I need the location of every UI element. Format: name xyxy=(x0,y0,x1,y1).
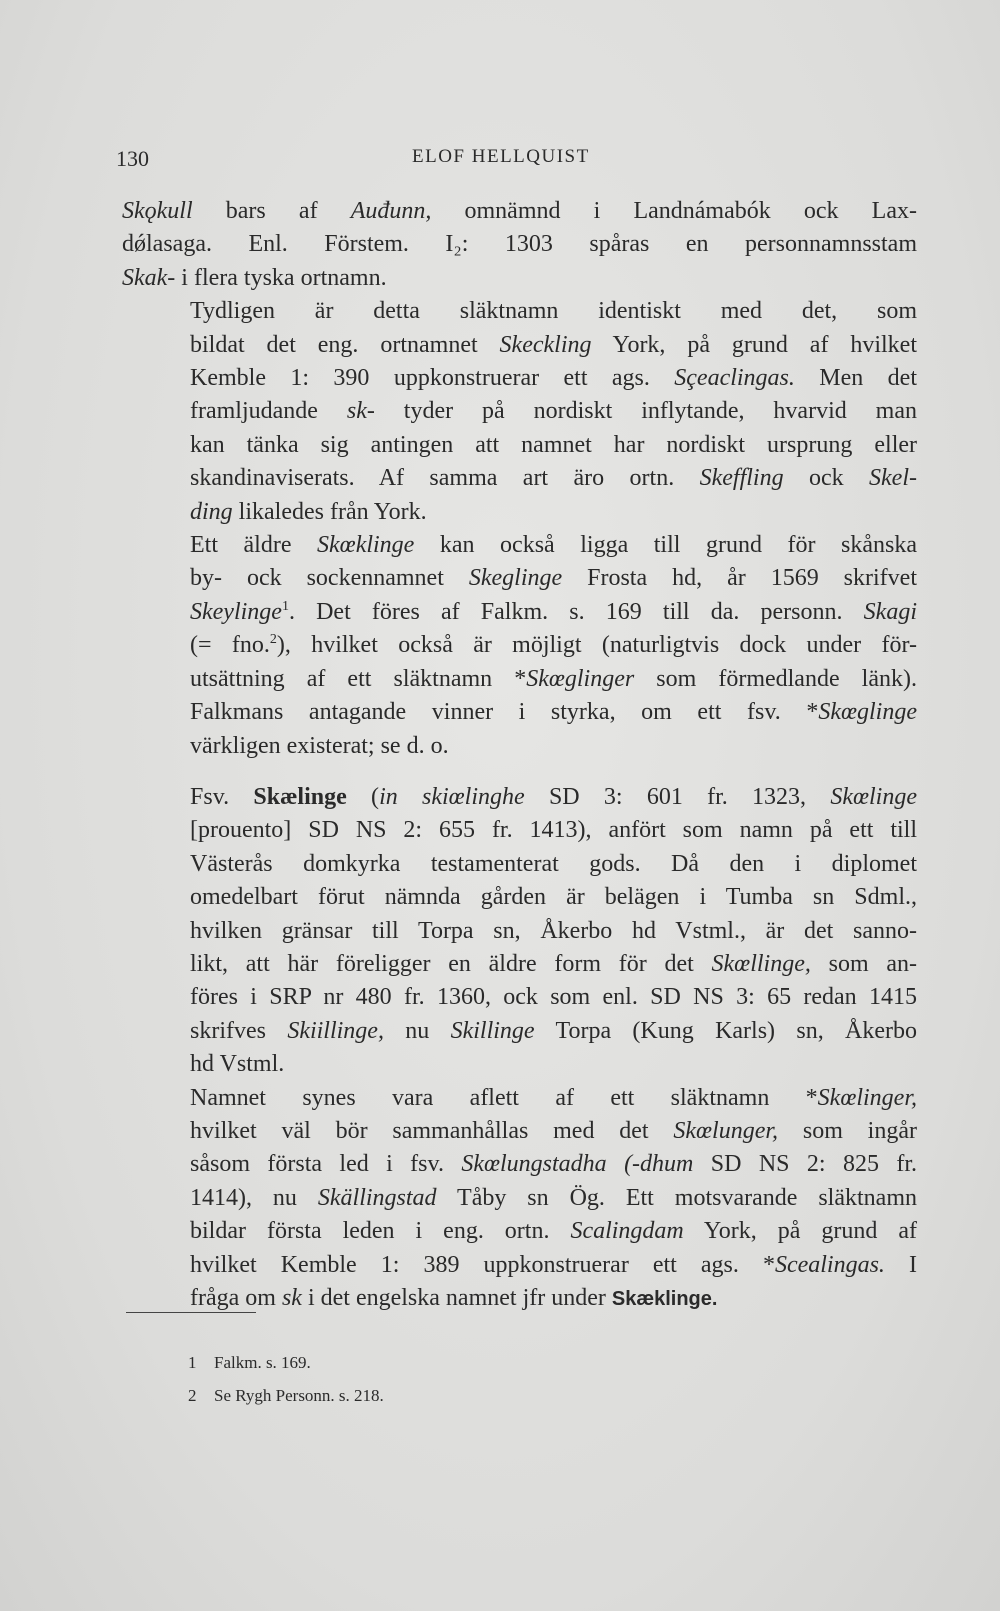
text-line: föres i SRP nr 480 fr. 1360, ock som enl. SD NS 3: 65 redan 1415 xyxy=(190,984,917,1011)
text-line xyxy=(122,195,917,228)
text-run: bars af xyxy=(192,198,351,224)
italic-term: Skœlungstadha (-dhum xyxy=(461,1151,694,1178)
text-line xyxy=(122,1148,917,1181)
text-run: . Det föres af Falkm. s. 169 till da. personn. xyxy=(288,598,864,625)
text-line xyxy=(122,529,917,562)
text-run: Tåby sn Ög. Ett motsvarande släktnamn xyxy=(436,1184,917,1211)
text-line xyxy=(122,1015,917,1048)
text-line xyxy=(122,329,917,362)
text-run: likaledes från York. xyxy=(232,498,427,525)
text-line xyxy=(122,262,917,295)
text-run: Fsv. xyxy=(190,783,254,810)
text-run: Torpa (Kung Karls) sn, Åkerbo xyxy=(534,1017,918,1044)
text-run: bildat det eng. ortnamnet xyxy=(190,331,500,358)
italic-term: Skeckling xyxy=(499,331,592,358)
italic-term: Skœlunger, xyxy=(673,1117,779,1144)
italic-term: Skeylinge xyxy=(190,598,282,625)
text-run: såsom första led i fsv. xyxy=(190,1151,462,1178)
cross-reference: Skæklinge. xyxy=(611,1288,718,1310)
text-run: utsättning af ett släktnamn * xyxy=(190,665,527,692)
page-header xyxy=(116,146,916,176)
italic-term: Skœglinger xyxy=(526,665,635,692)
text-run: i det engelska namnet jfr under xyxy=(301,1285,612,1311)
italic-term: Skeglinge xyxy=(468,565,563,592)
footnote-text: Falkm. s. 169. xyxy=(214,1353,311,1372)
italic-term: Skœklinge xyxy=(317,532,415,559)
paragraph-2 xyxy=(122,295,917,529)
footnote xyxy=(188,1379,688,1412)
text-run: ( xyxy=(346,783,380,810)
italic-term: Scealingas. xyxy=(774,1251,885,1278)
text-run: nu xyxy=(383,1017,451,1044)
italic-term: Skœllinge, xyxy=(711,950,811,977)
text-run: Frosta hd, år 1569 skrifvet xyxy=(562,565,917,592)
text-run: Kemble 1: 390 uppkonstruerar ett ags. xyxy=(190,365,675,392)
text-run: SD NS 2: 825 fr. xyxy=(693,1151,918,1178)
italic-term: ding xyxy=(190,498,233,525)
text-run: (= fno. xyxy=(190,632,270,659)
text-line: dǿlasaga. Enl. Förstem. I₂: 1303 spåras en personnamnsstam xyxy=(122,231,917,258)
paragraph-1 xyxy=(122,195,917,295)
text-run: 1414), nu xyxy=(190,1184,318,1211)
text-run: Men det xyxy=(794,365,917,392)
text-run: SD 3: 601 fr. 1323, xyxy=(524,783,831,810)
text-run: fråga om xyxy=(190,1285,282,1311)
italic-term: in skiœlinghe xyxy=(379,783,525,810)
text-line: värkligen existerat; se d. o. xyxy=(190,732,449,759)
text-run: ock xyxy=(783,465,870,492)
paragraph-5 xyxy=(122,1082,917,1317)
text-run: skandinaviserats. Af samma art äro ortn. xyxy=(190,465,700,492)
text-line: [prouento] SD NS 2: 655 fr. 1413), anfört som namn på ett till xyxy=(190,817,917,844)
italic-term: Skagi xyxy=(863,598,917,625)
text-run: hvilket Kemble 1: 389 uppkonstruerar ett ags. * xyxy=(190,1251,775,1278)
text-line: Västerås domkyrka testamenterat gods. Då den i diplomet xyxy=(190,850,917,877)
text-line xyxy=(122,496,917,529)
italic-term: Skœlinge xyxy=(830,783,917,810)
italic-term: Sçeaclingas. xyxy=(674,365,795,392)
text-line xyxy=(122,1115,917,1148)
italic-term: Skel- xyxy=(869,465,917,492)
text-run: tyder på nordiskt inflytande, hvarvid man xyxy=(374,398,917,425)
paragraph-4 xyxy=(122,781,917,1082)
footnote xyxy=(188,1346,688,1379)
footnote-number: 1 xyxy=(188,1353,197,1372)
footnote-rule xyxy=(126,1312,256,1313)
text-run: som förmedlande länk). xyxy=(634,665,917,692)
footnote-ref: 2 xyxy=(269,632,277,648)
text-line xyxy=(122,696,917,729)
italic-term: Skǫkull xyxy=(122,198,193,224)
text-line xyxy=(122,395,917,428)
text-run: I xyxy=(884,1251,917,1278)
italic-term: Skillinge xyxy=(450,1017,535,1044)
text-line xyxy=(122,663,917,696)
page-number: 130 xyxy=(116,146,149,171)
italic-term: Skœglinge xyxy=(818,699,917,726)
text-run: i flera tyska ortnamn. xyxy=(175,264,387,291)
text-line xyxy=(122,629,917,662)
text-run: Namnet synes vara aflett af ett släktnamn * xyxy=(190,1084,818,1111)
footnotes xyxy=(188,1346,688,1412)
text-line xyxy=(122,781,917,814)
italic-term: Skiillinge, xyxy=(287,1017,384,1044)
italic-term: Auđunn, xyxy=(350,198,432,224)
body-text xyxy=(122,195,917,1316)
text-line xyxy=(122,1249,917,1282)
text-run: Falkmans antagande vinner i styrka, om ett fsv. * xyxy=(190,699,819,726)
text-line xyxy=(122,948,917,981)
text-line xyxy=(122,462,917,495)
footnote-ref: 1 xyxy=(281,598,289,614)
italic-term: Skœlinger, xyxy=(817,1084,917,1111)
footnote-text: Se Rygh Personn. s. 218. xyxy=(214,1386,384,1405)
italic-term: Skeffling xyxy=(699,465,784,492)
text-run: York, på grund af hvilket xyxy=(591,331,917,358)
paragraph-3 xyxy=(122,529,917,763)
italic-term: sk xyxy=(281,1285,302,1311)
text-run: by- ock sockennamnet xyxy=(190,565,469,592)
text-line xyxy=(122,562,917,595)
text-run: som ingår xyxy=(778,1117,917,1144)
text-line: hvilken gränsar till Torpa sn, Åkerbo hd Vstml., är det sanno- xyxy=(190,917,917,944)
headword: Skælinge xyxy=(253,783,347,810)
text-run: som an- xyxy=(810,950,918,977)
italic-term: Skak- xyxy=(122,264,176,291)
text-line: kan tänka sig antingen att namnet har nordiskt ursprung eller xyxy=(190,431,917,458)
text-line xyxy=(122,1215,917,1248)
text-line: omedelbart förut nämnda gården är belägen i Tumba sn Sdml., xyxy=(190,884,917,911)
text-run: likt, att här föreligger en äldre form för det xyxy=(190,950,712,977)
italic-term: Skällingstad xyxy=(317,1184,437,1211)
text-line xyxy=(122,1182,917,1215)
text-line: Tydligen är detta släktnamn identiskt med det, som xyxy=(190,298,917,325)
text-line xyxy=(122,362,917,395)
text-line xyxy=(122,596,917,629)
text-run: ), hvilket också är möjligt (naturligtvis dock under för- xyxy=(276,632,917,659)
text-run: omnämnd i Landnámabók ock Lax- xyxy=(431,198,917,224)
text-run: kan också ligga till grund för skånska xyxy=(414,532,917,559)
text-run: Ett äldre xyxy=(190,532,318,559)
running-head: ELOF HELLQUIST xyxy=(412,146,590,167)
text-line: hd Vstml. xyxy=(190,1051,285,1078)
text-run: hvilket väl bör sammanhållas med det xyxy=(190,1117,674,1144)
text-run: framljudande xyxy=(190,398,347,425)
italic-term: sk- xyxy=(346,398,375,425)
italic-term: Scalingdam xyxy=(570,1218,684,1245)
text-run: York, på grund af xyxy=(683,1218,917,1245)
text-run: bildar första leden i eng. ortn. xyxy=(190,1218,571,1245)
text-run: skrifves xyxy=(190,1017,288,1044)
footnote-number: 2 xyxy=(188,1386,197,1405)
text-line xyxy=(122,1082,917,1115)
